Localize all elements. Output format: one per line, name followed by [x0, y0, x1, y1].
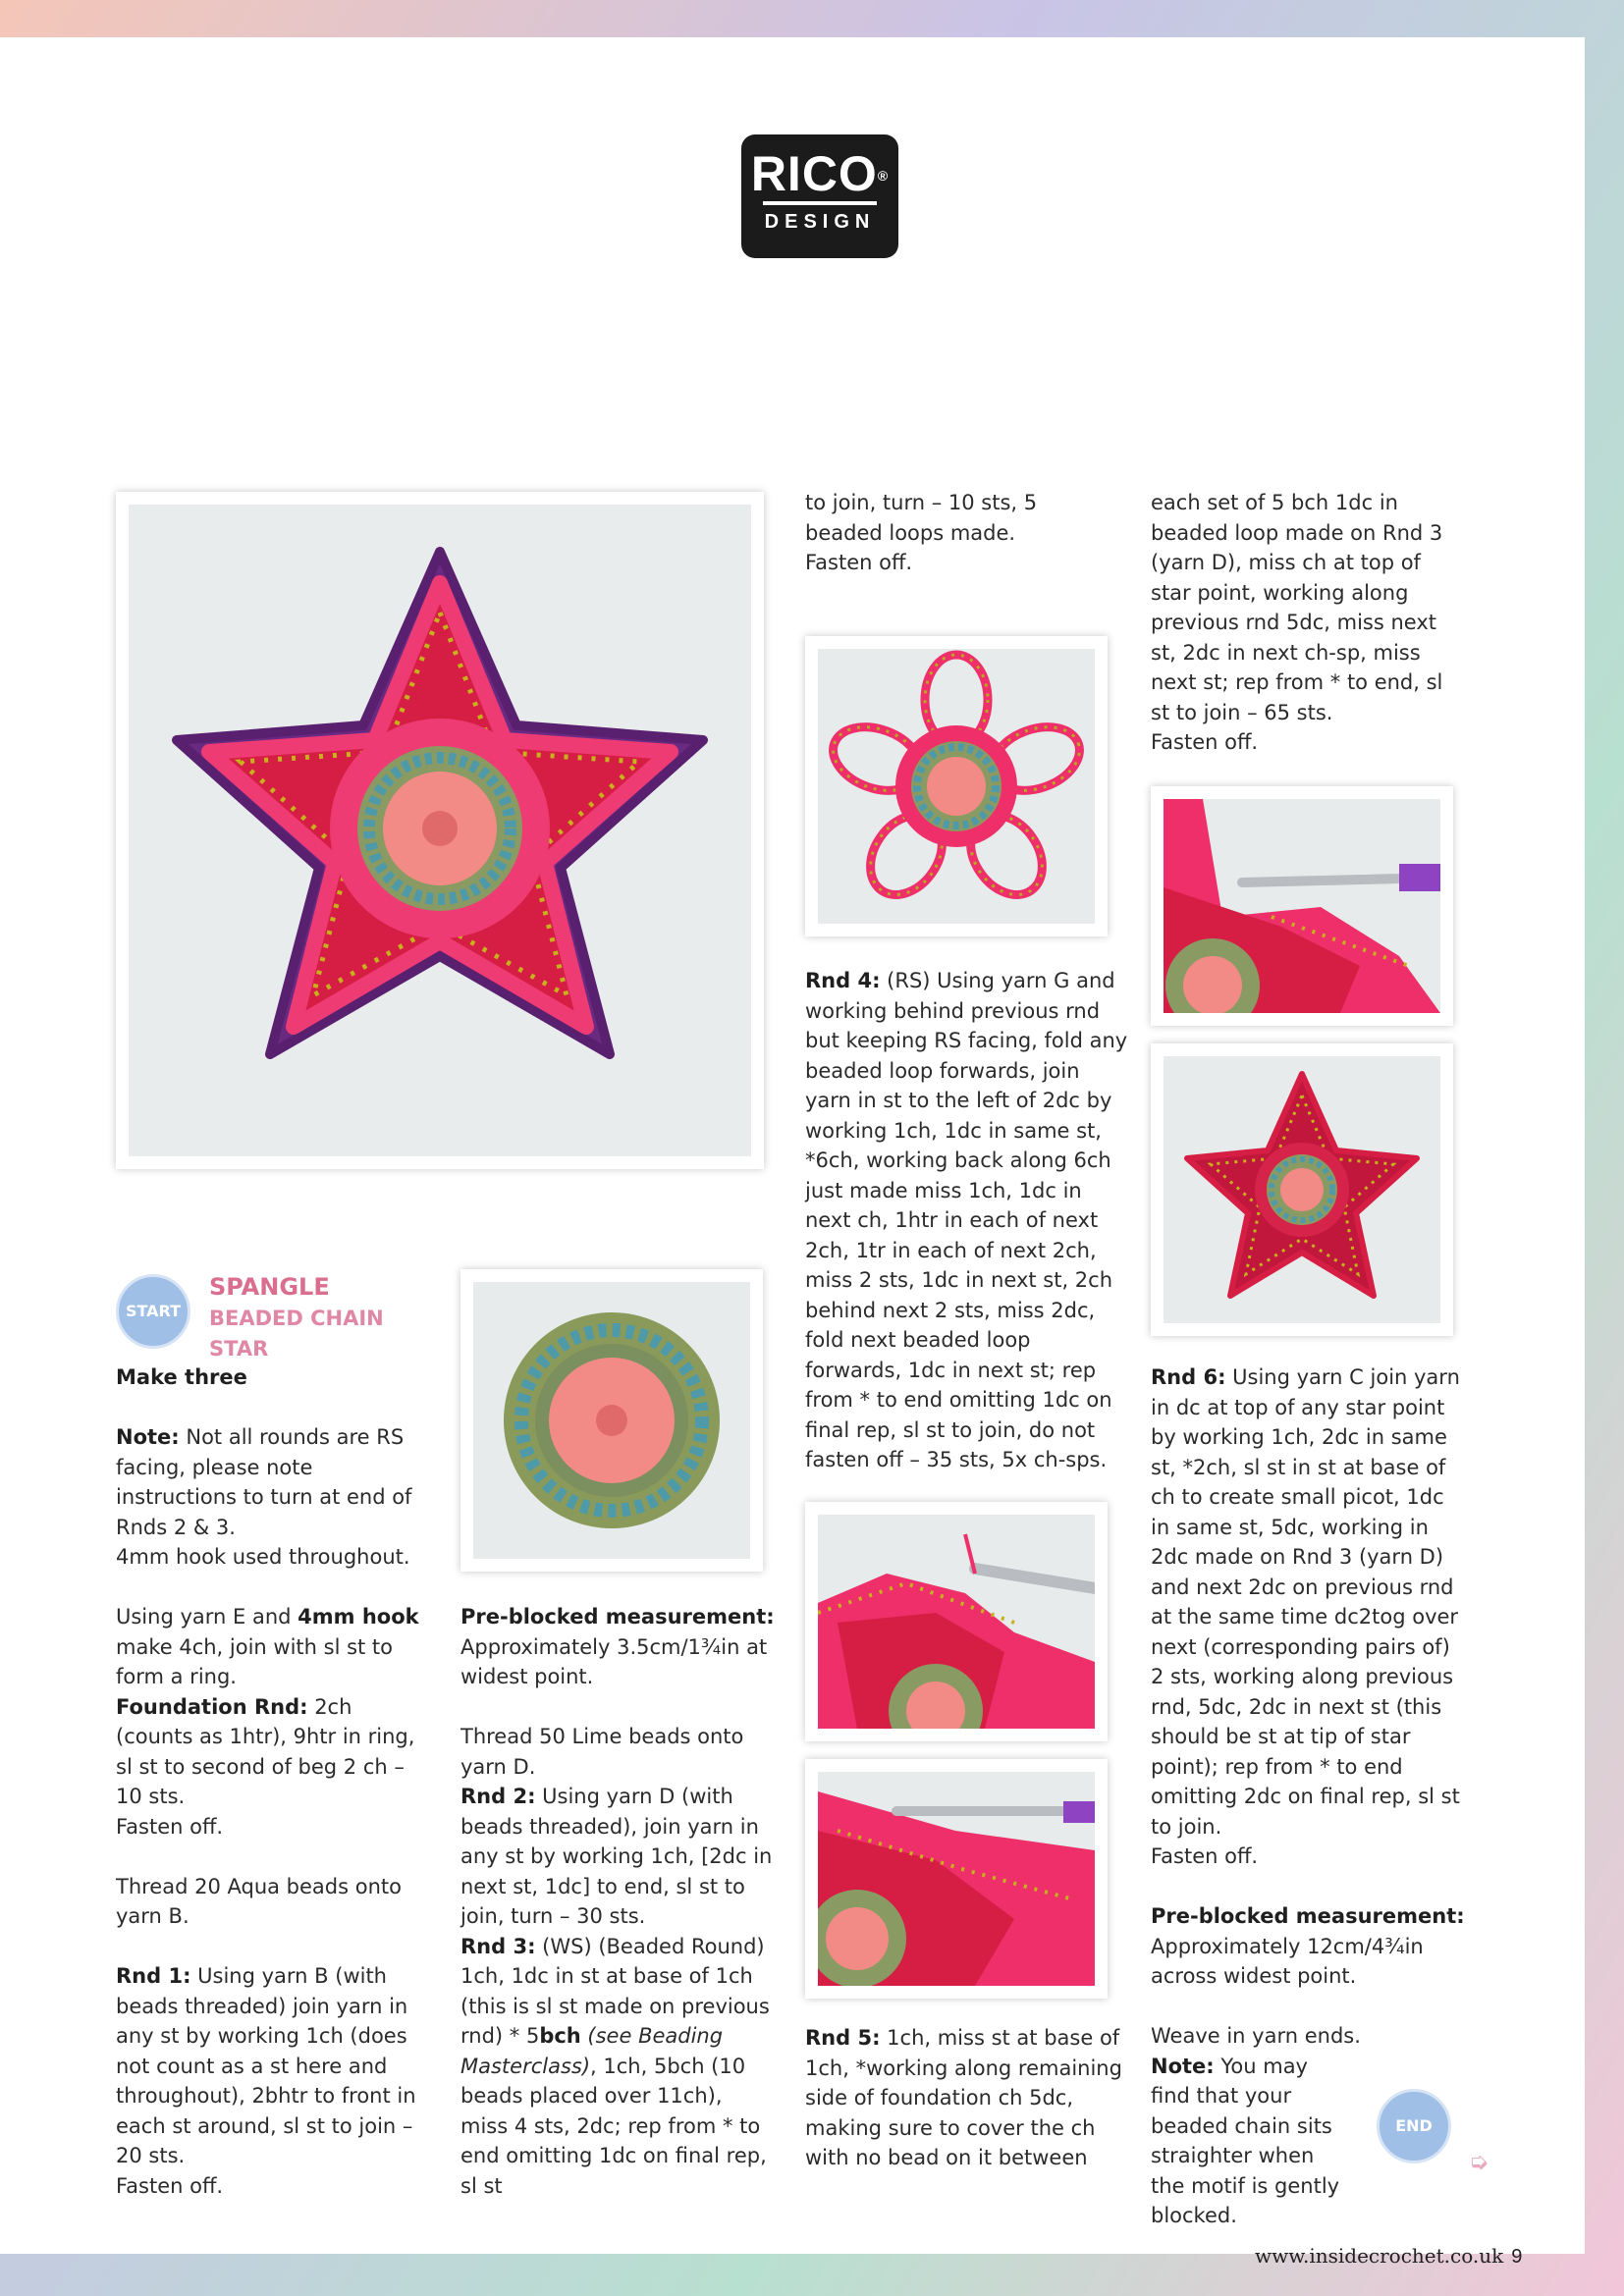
step-illustration-2: [818, 1772, 1095, 1986]
start-badge: START: [116, 1274, 190, 1349]
rico-design-logo: [741, 134, 898, 258]
thread-aqua: Thread 20 Aqua beads onto yarn B.: [116, 1874, 402, 1928]
column-3: [805, 488, 1119, 578]
rnd4-paragraph: Rnd 4: (RS) Using yarn G and working behind previous rnd but keeping RS facing, fold any beaded loop forwards, join yarn in st to the left of 2dc by working 1ch, 1dc in same st, *6ch, working back along 6ch just made miss 1ch, 1dc in next ch, 1htr in each of next 2ch, 1tr in each of next 2ch, miss 2 sts, 1dc in next st, 2ch behind next 2 sts, miss 2dc, fold next beaded loop forwards, 1dc in next st; rep from * to end omitting 1dc on final rep, sl st to join, do not fasten off – 35 sts, 5x ch-sps.: [805, 969, 1128, 1471]
column-4: [1151, 488, 1465, 758]
centre-measurement: Pre-blocked measurement: Approximately 3.5cm/1¾in at widest point.: [460, 1605, 775, 1688]
fasten-off-4: Fasten off.: [1151, 730, 1259, 754]
fasten-off-3: Fasten off.: [805, 551, 913, 574]
step-photo-2: [805, 1759, 1108, 1999]
logo-sub: DESIGN: [764, 211, 876, 233]
step-illustration-3: [1164, 799, 1440, 1013]
flower-photo: [805, 636, 1108, 936]
final-measurement: Pre-blocked measurement: Approximately 12cm/4¾in across widest point.: [1151, 1904, 1465, 1988]
page-footer: [1255, 2244, 1522, 2269]
thread-lime: Thread 50 Lime beads onto yarn D.: [460, 1725, 744, 1779]
pattern-subtitle: BEADED CHAIN STAR: [209, 1307, 384, 1361]
rnd3-paragraph: Rnd 3: (WS) (Beaded Round) 1ch, 1dc in st at base of 1ch (this is sl st made on previous rnd) * 5bch (see Beading Masterclass), 1ch, 5bch (10 beads placed over 11ch), miss 4 sts, 2dc; rep from * to end omitting 1dc on final rep, sl st: [460, 1934, 770, 2198]
logo-divider: [763, 201, 877, 205]
step-photo-3: [1151, 786, 1453, 1026]
column-3-rnd5: [805, 2023, 1129, 2173]
step-illustration-1: [818, 1515, 1095, 1729]
make-count: Make three: [116, 1365, 247, 1389]
rnd2-paragraph: Rnd 2: Using yarn D (with beads threaded), join yarn in any st by working 1ch, [2dc in next st, 1dc] to end, sl st to join, turn – 30 sts.: [460, 1785, 773, 1928]
rnd3-continued: to join, turn – 10 sts, 5 beaded loops made.: [805, 491, 1038, 545]
flower-illustration: [818, 649, 1095, 924]
finished-star-photo: [1151, 1043, 1453, 1336]
note-paragraph: Note: Not all rounds are RS facing, please note instructions to turn at end of Rnds 2 & 3. 4mm hook used throughout.: [116, 1425, 412, 1569]
page-number: 9: [1511, 2246, 1523, 2268]
centre-motif-photo: [460, 1269, 763, 1572]
star-illustration: [129, 505, 751, 1156]
main-star-photo: [116, 492, 764, 1169]
rnd1-paragraph: Rnd 1: Using yarn B (with beads threaded) join yarn in any st by working 1ch (does not count as a st here and throughout), 2bhtr to front in each st around, sl st to join – 20 sts. Fasten off.: [116, 1964, 416, 2198]
column-2: [460, 1602, 775, 2201]
column-1: [116, 1362, 430, 2201]
centre-motif-illustration: [473, 1282, 750, 1559]
footer-url: www.insidecrochet.co.uk: [1255, 2244, 1504, 2268]
rnd5-continued: each set of 5 bch 1dc in beaded loop made on Rnd 3 (yarn D), miss ch at top of star point, working along previous rnd 5dc, miss next st, 2dc in next ch-sp, miss next st; rep from * to end, sl st to join – 65 sts.: [1151, 491, 1443, 724]
pattern-title: SPANGLE: [209, 1273, 330, 1301]
finished-star-illustration: [1164, 1056, 1440, 1323]
end-badge: END: [1377, 2089, 1451, 2163]
column-3-rnd4: [805, 966, 1129, 1475]
weave-ends: Weave in yarn ends.: [1151, 2024, 1361, 2048]
step-photo-1: [805, 1502, 1108, 1741]
final-note: Note: You may find that your beaded chain sits straighter when the motif is gently blocked.: [1151, 2054, 1340, 2227]
logo-brand: RICO®: [750, 146, 890, 201]
rnd5-paragraph: Rnd 5: 1ch, miss st at base of 1ch, *working along remaining side of foundation ch 5dc, making sure to cover the ch with no bead on it between: [805, 2026, 1122, 2169]
rnd6-paragraph: Rnd 6: Using yarn C join yarn in dc at top of any star point by working 1ch, 2dc in same st, *2ch, sl st in st at base of ch to create small picot, 1dc in same st, 5dc, working in 2dc made on Rnd 3 (yarn D) and next 2dc on previous rnd at the same time dc2tog over next (corresponding pairs of) 2 sts, working along previous rnd, 5dc, 2dc in next st (this should be st at tip of star point); rep from * to end omitting 2dc on final rep, sl st to join. Fasten off.: [1151, 1365, 1460, 1868]
using-paragraph: Using yarn E and 4mm hook make 4ch, join with sl st to form a ring. Foundation Rnd: 2ch (counts as 1htr), 9htr in ring, sl st to second of beg 2 ch – 10 sts. Fasten off.: [116, 1605, 419, 1839]
page: [0, 37, 1585, 2268]
continue-arrow-icon: ➭: [1469, 2148, 1489, 2175]
